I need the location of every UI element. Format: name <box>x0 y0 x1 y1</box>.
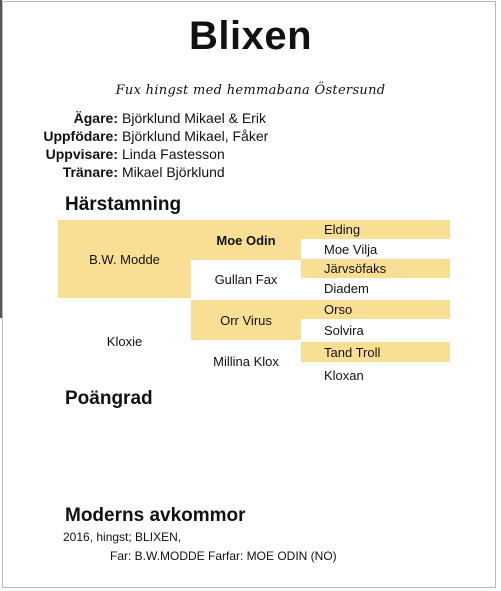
pedigree-sire-dam <box>191 260 301 298</box>
info-row-exhibitor <box>36 145 268 163</box>
info-row-breeder <box>36 127 268 145</box>
pedigree-gen3-8 <box>301 364 450 386</box>
gen3-name: Tand Troll <box>324 344 381 360</box>
exhibitor-value: Linda Fastesson <box>122 146 225 162</box>
gen3-name: Järvsöfaks <box>324 261 387 276</box>
gen3-name: Moe Vilja <box>324 241 378 257</box>
pedigree-gen3-6 <box>301 319 450 341</box>
pedigree-sire <box>58 220 191 298</box>
trainer-label: Tränare: <box>62 164 118 180</box>
trainer-value: Mikael Björklund <box>122 164 225 180</box>
breeder-label: Uppfödare: <box>43 128 118 144</box>
dam-sire-name: Orr Virus <box>220 312 272 328</box>
owner-info-block <box>36 109 268 181</box>
horse-name-title: Blixen <box>188 14 313 58</box>
pedigree-gen3-2 <box>301 239 450 259</box>
offspring-line-2: Far: B.W.MODDE Farfar: MOE ODIN (NO) <box>110 549 337 563</box>
sire-sire-name: Moe Odin <box>216 232 276 248</box>
pedigree-heading: Härstamning <box>65 194 182 215</box>
gen3-name: Kloxan <box>324 367 364 383</box>
pedigree-dam-sire <box>191 300 301 340</box>
gen3-name: Solvira <box>324 322 364 338</box>
pedigree-gen3-7 <box>301 342 450 362</box>
info-row-trainer <box>36 163 268 181</box>
gen3-name: Elding <box>324 222 361 237</box>
pedigree-dam-dam <box>191 342 301 380</box>
pedigree-gen3-1 <box>301 220 450 239</box>
breeder-value: Björklund Mikael, Fåker <box>122 128 269 144</box>
offspring-line-1: 2016, hingst; BLIXEN, <box>63 530 182 544</box>
owner-label: Ägare: <box>73 110 118 126</box>
dam-name: Kloxie <box>106 333 143 349</box>
pedigree-gen3-3 <box>301 259 450 278</box>
points-heading: Poängrad <box>65 388 153 409</box>
horse-subtitle: Fux hingst med hemmabana Östersund <box>115 83 386 98</box>
info-row-owner <box>36 109 268 127</box>
dam-dam-name: Millina Klox <box>213 353 279 369</box>
owner-value: Björklund Mikael & Erik <box>122 110 266 126</box>
exhibitor-label: Uppvisare: <box>45 146 118 162</box>
pedigree-gen3-4 <box>301 278 450 298</box>
pedigree-gen3-5 <box>301 300 450 319</box>
gen3-name: Diadem <box>324 280 369 296</box>
sire-dam-name: Gullan Fax <box>214 271 278 287</box>
offspring-heading: Moderns avkommor <box>65 505 246 526</box>
pedigree-dam <box>58 302 191 380</box>
gen3-name: Orso <box>324 302 353 317</box>
pedigree-sire-sire <box>191 220 301 260</box>
sire-name: B.W. Modde <box>89 251 160 267</box>
